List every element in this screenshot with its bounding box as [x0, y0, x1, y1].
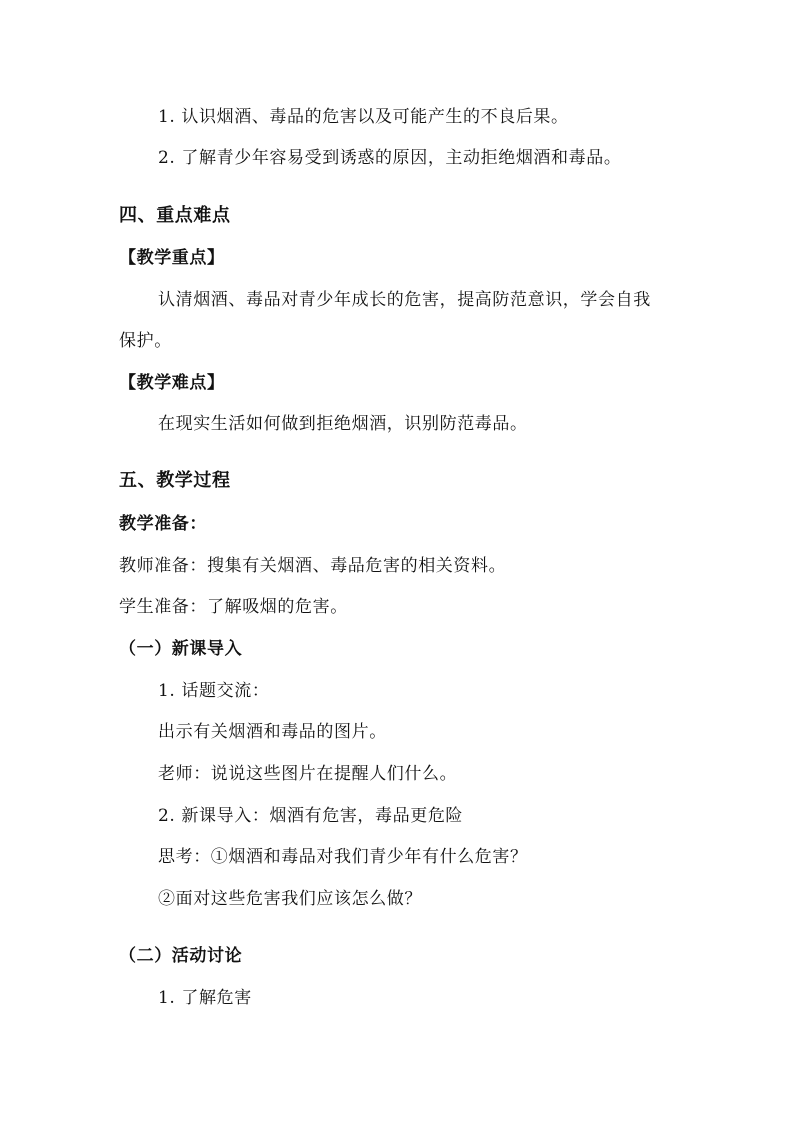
- student-preparation: 学生准备：了解吸烟的危害。: [119, 597, 348, 617]
- difficult-point-text: 在现实生活如何做到拒绝烟酒，识别防范毒品。: [158, 414, 528, 434]
- section-5-heading: 五、教学过程: [119, 470, 231, 491]
- preparation-label: 教学准备：: [119, 514, 207, 534]
- part-2-item-1: 1. 了解危害: [158, 988, 252, 1008]
- key-point-text-line-1: 认清烟酒、毒品对青少年成长的危害，提高防范意识，学会自我: [158, 290, 651, 310]
- section-4-heading: 四、重点难点: [119, 205, 231, 226]
- objective-2: 2. 了解青少年容易受到诱惑的原因，主动拒绝烟酒和毒品。: [158, 148, 622, 168]
- teacher-preparation: 教师准备：搜集有关烟酒、毒品危害的相关资料。: [119, 556, 507, 576]
- part-1-teacher-says: 老师：说说这些图片在提醒人们什么。: [158, 764, 458, 784]
- key-point-label: 【教学重点】: [119, 248, 225, 268]
- difficult-point-label: 【教学难点】: [119, 373, 225, 393]
- part-1-think-2: ②面对这些危害我们应该怎么做？: [158, 889, 422, 909]
- part-1-heading: （一）新课导入: [119, 639, 243, 659]
- objective-1: 1. 认识烟酒、毒品的危害以及可能产生的不良后果。: [158, 107, 569, 127]
- part-1-item-2: 2. 新课导入：烟酒有危害，毒品更危险: [158, 806, 464, 826]
- part-2-heading: （二）活动讨论: [119, 946, 243, 966]
- part-1-show-pictures: 出示有关烟酒和毒品的图片。: [158, 722, 387, 742]
- part-1-think-1: 思考：①烟酒和毒品对我们青少年有什么危害？: [158, 847, 528, 867]
- key-point-text-line-2: 保护。: [119, 331, 172, 351]
- part-1-item-1: 1. 话题交流：: [158, 681, 270, 701]
